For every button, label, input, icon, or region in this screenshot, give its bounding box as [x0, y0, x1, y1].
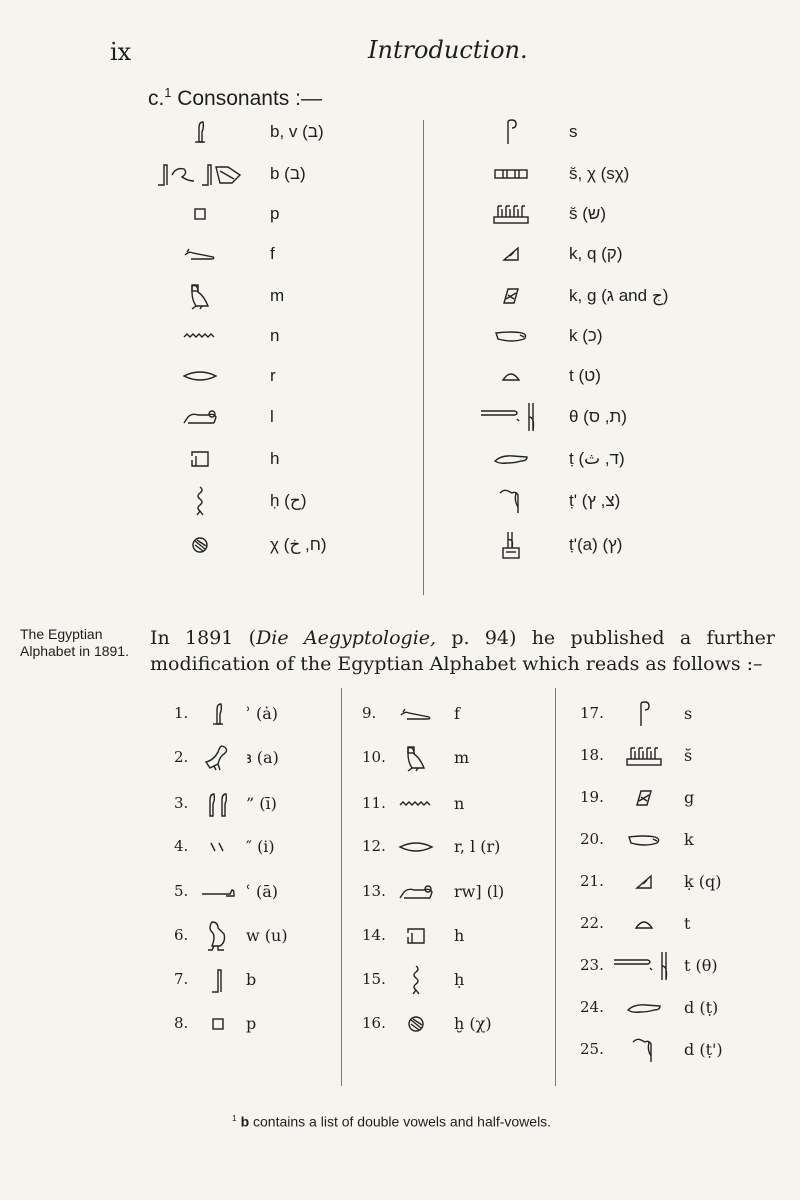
consonant-left-value: χ (ח, خ) [270, 535, 327, 554]
basket-icon [476, 322, 546, 350]
bread-loaf-icon [608, 910, 680, 938]
alphabet-3-value: t [684, 913, 691, 933]
reed-leaf-icon [194, 700, 242, 728]
alphabet-3-number: 21. [580, 872, 604, 890]
alphabet-1-number: 5. [174, 882, 189, 900]
hand-icon [476, 445, 546, 473]
paragraph-suffix: p. 94) he published a further modification of the Egyptian Alphabet which reads as follows :– [150, 627, 776, 675]
door-bolt-icon [476, 160, 546, 188]
section-title [148, 86, 322, 111]
consonant-left-value: b, v (ב) [270, 122, 324, 141]
alphabet-1-value: ꜣ (a) [246, 747, 279, 767]
consonant-left-value: p [270, 204, 280, 223]
leg-icon [194, 966, 242, 994]
courtyard-icon [394, 922, 438, 950]
alphabet-2-value: rw] (l) [454, 881, 505, 901]
consonant-right-value: ṭ' (צ, ץ) [569, 491, 621, 510]
hand-icon [608, 994, 680, 1022]
alphabet-3-value: s̆ [684, 745, 693, 765]
consonant-right-value: s̆ (ש) [569, 204, 606, 223]
alphabet-3-number: 25. [580, 1040, 604, 1058]
owl-icon [394, 744, 438, 772]
column-divider [423, 120, 424, 595]
consonant-left-value: f [270, 244, 275, 263]
placenta-icon [394, 1010, 438, 1038]
alphabet-2-number: 15. [362, 970, 386, 988]
horned-viper-icon [152, 240, 248, 268]
consonant-left-value: m [270, 286, 285, 305]
tether-icon [476, 403, 546, 431]
page-title: Introduction. [368, 36, 528, 64]
alphabet-3-value: g [684, 787, 695, 807]
consonant-left-value: l [270, 407, 274, 426]
mouth-icon [394, 833, 438, 861]
consonant-right-value: k (כ) [569, 326, 603, 345]
consonant-right-value: k, g (ג and ج) [569, 286, 669, 305]
bread-loaf-icon [476, 362, 546, 390]
paragraph-prefix: In 1891 ( [150, 627, 257, 649]
alphabet-3-number: 19. [580, 788, 604, 806]
alphabet-1-value: ” (ī) [246, 793, 277, 813]
stool-icon [152, 200, 248, 228]
margin-note: The Egyptian Alphabet in 1891. [20, 626, 129, 659]
basket-handle-icon [476, 282, 546, 310]
alphabet-3-value: d (ṭ') [684, 1039, 723, 1059]
cobra-stand-icon [476, 531, 546, 559]
alphabet-1-value: p [246, 1013, 257, 1033]
alphabet-2-value: f [454, 703, 460, 723]
footnote-text: contains a list of double vowels and half-vowels. [249, 1113, 552, 1130]
alphabet-1-number: 2. [174, 748, 189, 766]
consonant-left-value: h [270, 449, 280, 468]
alphabet-1-number: 3. [174, 794, 189, 812]
consonant-right-value: ṭ'(a) (ץ) [569, 535, 623, 554]
alphabet-1-value: ʿ (ā) [246, 881, 279, 901]
alphabet-2-value: n [454, 793, 465, 813]
consonant-left-value: ḥ (ح) [270, 491, 307, 510]
strokes-icon [194, 833, 242, 861]
alphabet-3-number: 22. [580, 914, 604, 932]
horned-viper-icon [394, 700, 438, 728]
consonant-right-value: k, q (ק) [569, 244, 623, 263]
pool-icon [608, 742, 680, 770]
table-divider-2 [555, 688, 556, 1086]
consonant-right-value: θ (ת, ס) [569, 407, 627, 426]
section-heading: Consonants :— [177, 87, 322, 110]
alphabet-3-value: k [684, 829, 694, 849]
water-icon [152, 322, 248, 350]
consonant-left-value: b (ב) [270, 164, 306, 183]
consonant-right-value: s [569, 122, 578, 141]
alphabet-3-number: 17. [580, 704, 604, 722]
courtyard-icon [152, 445, 248, 473]
footnote-reference: 1 [164, 86, 172, 100]
consonant-right-value: s̆, χ (sχ) [569, 164, 630, 183]
alphabet-2-number: 13. [362, 882, 386, 900]
reed-leaf-icon [152, 118, 248, 146]
pool-icon [476, 200, 546, 228]
alphabet-2-number: 10. [362, 748, 386, 766]
alphabet-2-value: ḫ (χ) [454, 1013, 492, 1033]
placenta-icon [152, 531, 248, 559]
alphabet-3-value: t (θ) [684, 955, 718, 975]
body-paragraph [150, 625, 775, 677]
basket-handle-icon [608, 784, 680, 812]
alphabet-2-number: 16. [362, 1014, 386, 1032]
section-marker: c. [148, 87, 165, 110]
book-title: Die Aegyptologie, [256, 627, 437, 649]
stool-icon [194, 1010, 242, 1038]
alphabet-2-value: h [454, 925, 465, 945]
alphabet-3-number: 18. [580, 746, 604, 764]
alphabet-3-number: 23. [580, 956, 604, 974]
double-reed-icon [194, 790, 242, 818]
alphabet-3-value: s [684, 703, 693, 723]
owl-icon [152, 282, 248, 310]
water-icon [394, 790, 438, 818]
tether-icon [608, 952, 680, 980]
alphabet-2-number: 9. [362, 704, 377, 722]
footnote [232, 1113, 551, 1130]
alphabet-1-number: 6. [174, 926, 189, 944]
consonant-right-value: ṭ (ד, ث) [569, 449, 625, 468]
forearm-icon [194, 878, 242, 906]
consonant-left-value: n [270, 326, 280, 345]
twisted-flax-icon [152, 487, 248, 515]
alphabet-3-number: 20. [580, 830, 604, 848]
alphabet-1-number: 8. [174, 1014, 189, 1032]
alphabet-1-value: ʾ (ȧ) [246, 703, 279, 723]
lion-icon [394, 878, 438, 906]
alphabet-1-value: w (u) [246, 925, 288, 945]
folded-cloth-icon [476, 118, 546, 146]
alphabet-2-value: m [454, 747, 470, 767]
lion-icon [152, 403, 248, 431]
alphabet-3-value: ḳ (q) [684, 871, 722, 891]
vulture-icon [194, 744, 242, 772]
alphabet-1-number: 1. [174, 704, 189, 722]
alphabet-1-value: b [246, 969, 257, 989]
alphabet-2-number: 12. [362, 837, 386, 855]
alphabet-2-number: 14. [362, 926, 386, 944]
cobra-icon [608, 1036, 680, 1064]
twisted-flax-icon [394, 966, 438, 994]
alphabet-1-number: 4. [174, 837, 189, 855]
footnote-number: 1 [232, 1113, 237, 1123]
mouth-icon [152, 362, 248, 390]
basket-icon [608, 826, 680, 854]
alphabet-2-number: 11. [362, 794, 386, 812]
table-divider-1 [341, 688, 342, 1086]
consonant-right-value: t (ט) [569, 366, 601, 385]
leg-and-goose-icons [152, 160, 248, 188]
cobra-icon [476, 487, 546, 515]
folded-cloth-icon [608, 700, 680, 728]
alphabet-1-value: ″ (i) [246, 836, 275, 856]
alphabet-2-value: ḥ [454, 969, 465, 989]
alphabet-2-value: r, l (r) [454, 836, 501, 856]
alphabet-1-number: 7. [174, 970, 189, 988]
footnote-bold: b [240, 1113, 250, 1130]
quail-chick-icon [194, 922, 242, 950]
alphabet-3-number: 24. [580, 998, 604, 1016]
hill-slope-icon [608, 868, 680, 896]
hill-slope-icon [476, 240, 546, 268]
page-number: ix [110, 38, 132, 66]
alphabet-3-value: d (ṭ) [684, 997, 719, 1017]
consonant-left-value: r [270, 366, 276, 385]
